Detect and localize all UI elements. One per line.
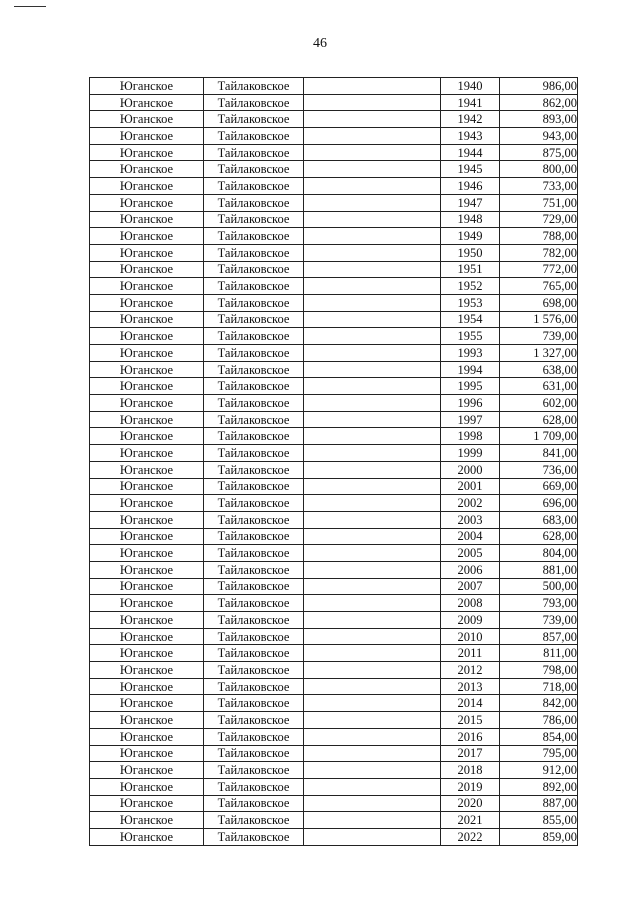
year-cell: 1955 <box>441 328 500 345</box>
deposit-cell: Юганское <box>90 411 204 428</box>
area-cell: Тайлаковское <box>204 561 304 578</box>
blank-cell <box>304 561 441 578</box>
deposit-cell: Юганское <box>90 128 204 145</box>
value-cell: 683,00 <box>500 511 578 528</box>
year-cell: 1997 <box>441 411 500 428</box>
table-row <box>90 528 578 545</box>
blank-cell <box>304 178 441 195</box>
year-cell: 2009 <box>441 612 500 629</box>
year-cell: 1944 <box>441 144 500 161</box>
deposit-cell: Юганское <box>90 778 204 795</box>
deposit-cell: Юганское <box>90 278 204 295</box>
area-cell: Тайлаковское <box>204 111 304 128</box>
value-cell: 696,00 <box>500 495 578 512</box>
blank-cell <box>304 578 441 595</box>
value-cell: 628,00 <box>500 411 578 428</box>
deposit-cell: Юганское <box>90 578 204 595</box>
year-cell: 2021 <box>441 812 500 829</box>
table-row <box>90 495 578 512</box>
year-cell: 1999 <box>441 445 500 462</box>
blank-cell <box>304 745 441 762</box>
deposit-cell: Юганское <box>90 745 204 762</box>
deposit-cell: Юганское <box>90 328 204 345</box>
deposit-cell: Юганское <box>90 395 204 412</box>
area-cell: Тайлаковское <box>204 428 304 445</box>
year-cell: 1994 <box>441 361 500 378</box>
blank-cell <box>304 795 441 812</box>
year-cell: 1947 <box>441 194 500 211</box>
blank-cell <box>304 144 441 161</box>
deposit-cell: Юганское <box>90 478 204 495</box>
blank-cell <box>304 778 441 795</box>
year-cell: 2014 <box>441 695 500 712</box>
year-cell: 2017 <box>441 745 500 762</box>
blank-cell <box>304 78 441 95</box>
value-cell: 855,00 <box>500 812 578 829</box>
table-row <box>90 428 578 445</box>
table-row <box>90 828 578 845</box>
deposit-cell: Юганское <box>90 161 204 178</box>
year-cell: 1948 <box>441 211 500 228</box>
value-cell: 986,00 <box>500 78 578 95</box>
deposit-cell: Юганское <box>90 111 204 128</box>
value-cell: 795,00 <box>500 745 578 762</box>
area-cell: Тайлаковское <box>204 578 304 595</box>
area-cell: Тайлаковское <box>204 495 304 512</box>
year-cell: 1941 <box>441 94 500 111</box>
table-row <box>90 762 578 779</box>
blank-cell <box>304 612 441 629</box>
area-cell: Тайлаковское <box>204 795 304 812</box>
year-cell: 2001 <box>441 478 500 495</box>
year-cell: 1945 <box>441 161 500 178</box>
year-cell: 2006 <box>441 561 500 578</box>
value-cell: 628,00 <box>500 528 578 545</box>
table-row <box>90 128 578 145</box>
deposit-cell: Юганское <box>90 545 204 562</box>
year-cell: 2008 <box>441 595 500 612</box>
deposit-cell: Юганское <box>90 178 204 195</box>
value-cell: 893,00 <box>500 111 578 128</box>
deposit-cell: Юганское <box>90 261 204 278</box>
area-cell: Тайлаковское <box>204 478 304 495</box>
table-row <box>90 628 578 645</box>
value-cell: 739,00 <box>500 328 578 345</box>
value-cell: 912,00 <box>500 762 578 779</box>
year-cell: 1995 <box>441 378 500 395</box>
year-cell: 1949 <box>441 228 500 245</box>
year-cell: 2013 <box>441 678 500 695</box>
value-cell: 798,00 <box>500 662 578 679</box>
area-cell: Тайлаковское <box>204 645 304 662</box>
value-cell: 793,00 <box>500 595 578 612</box>
value-cell: 859,00 <box>500 828 578 845</box>
table-body <box>90 78 578 846</box>
area-cell: Тайлаковское <box>204 812 304 829</box>
area-cell: Тайлаковское <box>204 595 304 612</box>
year-cell: 1952 <box>441 278 500 295</box>
year-cell: 1942 <box>441 111 500 128</box>
area-cell: Тайлаковское <box>204 828 304 845</box>
year-cell: 2000 <box>441 461 500 478</box>
deposit-cell: Юганское <box>90 361 204 378</box>
value-cell: 842,00 <box>500 695 578 712</box>
year-cell: 1943 <box>441 128 500 145</box>
year-cell: 2022 <box>441 828 500 845</box>
value-cell: 892,00 <box>500 778 578 795</box>
table-row <box>90 244 578 261</box>
value-cell: 788,00 <box>500 228 578 245</box>
value-cell: 782,00 <box>500 244 578 261</box>
value-cell: 862,00 <box>500 94 578 111</box>
year-cell: 1998 <box>441 428 500 445</box>
area-cell: Тайлаковское <box>204 211 304 228</box>
deposit-cell: Юганское <box>90 211 204 228</box>
table-row <box>90 712 578 729</box>
table-row <box>90 645 578 662</box>
deposit-cell: Юганское <box>90 712 204 729</box>
blank-cell <box>304 395 441 412</box>
blank-cell <box>304 161 441 178</box>
blank-cell <box>304 712 441 729</box>
table-row <box>90 728 578 745</box>
area-cell: Тайлаковское <box>204 612 304 629</box>
area-cell: Тайлаковское <box>204 712 304 729</box>
table-row <box>90 445 578 462</box>
table-row <box>90 561 578 578</box>
blank-cell <box>304 428 441 445</box>
deposit-cell: Юганское <box>90 194 204 211</box>
deposit-cell: Юганское <box>90 461 204 478</box>
value-cell: 736,00 <box>500 461 578 478</box>
area-cell: Тайлаковское <box>204 545 304 562</box>
area-cell: Тайлаковское <box>204 662 304 679</box>
deposit-cell: Юганское <box>90 495 204 512</box>
blank-cell <box>304 812 441 829</box>
value-cell: 1 327,00 <box>500 345 578 362</box>
year-cell: 2007 <box>441 578 500 595</box>
table-row <box>90 111 578 128</box>
area-cell: Тайлаковское <box>204 194 304 211</box>
table-row <box>90 695 578 712</box>
area-cell: Тайлаковское <box>204 445 304 462</box>
deposit-cell: Юганское <box>90 728 204 745</box>
year-cell: 1950 <box>441 244 500 261</box>
area-cell: Тайлаковское <box>204 178 304 195</box>
value-cell: 1 576,00 <box>500 311 578 328</box>
deposit-cell: Юганское <box>90 528 204 545</box>
value-cell: 669,00 <box>500 478 578 495</box>
deposit-cell: Юганское <box>90 678 204 695</box>
blank-cell <box>304 411 441 428</box>
area-cell: Тайлаковское <box>204 78 304 95</box>
table-row <box>90 144 578 161</box>
deposit-cell: Юганское <box>90 244 204 261</box>
table-row <box>90 595 578 612</box>
area-cell: Тайлаковское <box>204 762 304 779</box>
table-row <box>90 278 578 295</box>
value-cell: 841,00 <box>500 445 578 462</box>
corner-rule <box>14 6 46 7</box>
value-cell: 875,00 <box>500 144 578 161</box>
deposit-cell: Юганское <box>90 144 204 161</box>
area-cell: Тайлаковское <box>204 244 304 261</box>
deposit-cell: Юганское <box>90 228 204 245</box>
value-cell: 857,00 <box>500 628 578 645</box>
area-cell: Тайлаковское <box>204 144 304 161</box>
blank-cell <box>304 511 441 528</box>
blank-cell <box>304 94 441 111</box>
blank-cell <box>304 728 441 745</box>
blank-cell <box>304 528 441 545</box>
deposit-cell: Юганское <box>90 628 204 645</box>
year-cell: 1993 <box>441 345 500 362</box>
table-row <box>90 612 578 629</box>
area-cell: Тайлаковское <box>204 378 304 395</box>
year-cell: 2002 <box>441 495 500 512</box>
table-row <box>90 411 578 428</box>
deposit-cell: Юганское <box>90 695 204 712</box>
blank-cell <box>304 645 441 662</box>
year-cell: 1954 <box>441 311 500 328</box>
area-cell: Тайлаковское <box>204 511 304 528</box>
table-row <box>90 211 578 228</box>
table-row <box>90 361 578 378</box>
year-cell: 2012 <box>441 662 500 679</box>
area-cell: Тайлаковское <box>204 528 304 545</box>
table-row <box>90 228 578 245</box>
value-cell: 638,00 <box>500 361 578 378</box>
value-cell: 631,00 <box>500 378 578 395</box>
deposit-cell: Юганское <box>90 378 204 395</box>
blank-cell <box>304 678 441 695</box>
value-cell: 800,00 <box>500 161 578 178</box>
area-cell: Тайлаковское <box>204 395 304 412</box>
area-cell: Тайлаковское <box>204 461 304 478</box>
area-cell: Тайлаковское <box>204 128 304 145</box>
deposit-cell: Юганское <box>90 612 204 629</box>
area-cell: Тайлаковское <box>204 361 304 378</box>
table-row <box>90 812 578 829</box>
blank-cell <box>304 345 441 362</box>
blank-cell <box>304 294 441 311</box>
deposit-cell: Юганское <box>90 812 204 829</box>
blank-cell <box>304 378 441 395</box>
value-cell: 887,00 <box>500 795 578 812</box>
blank-cell <box>304 662 441 679</box>
blank-cell <box>304 628 441 645</box>
table-row <box>90 328 578 345</box>
year-cell: 2019 <box>441 778 500 795</box>
blank-cell <box>304 228 441 245</box>
table-row <box>90 545 578 562</box>
value-cell: 765,00 <box>500 278 578 295</box>
deposit-cell: Юганское <box>90 595 204 612</box>
table-row <box>90 745 578 762</box>
year-cell: 1996 <box>441 395 500 412</box>
data-table <box>89 77 578 846</box>
value-cell: 751,00 <box>500 194 578 211</box>
blank-cell <box>304 495 441 512</box>
area-cell: Тайлаковское <box>204 695 304 712</box>
year-cell: 2020 <box>441 795 500 812</box>
blank-cell <box>304 361 441 378</box>
area-cell: Тайлаковское <box>204 411 304 428</box>
table-row <box>90 511 578 528</box>
table-row <box>90 294 578 311</box>
deposit-cell: Юганское <box>90 795 204 812</box>
area-cell: Тайлаковское <box>204 345 304 362</box>
blank-cell <box>304 461 441 478</box>
value-cell: 698,00 <box>500 294 578 311</box>
blank-cell <box>304 128 441 145</box>
year-cell: 2018 <box>441 762 500 779</box>
table-row <box>90 194 578 211</box>
deposit-cell: Юганское <box>90 345 204 362</box>
year-cell: 1940 <box>441 78 500 95</box>
value-cell: 943,00 <box>500 128 578 145</box>
deposit-cell: Юганское <box>90 294 204 311</box>
deposit-cell: Юганское <box>90 511 204 528</box>
deposit-cell: Юганское <box>90 445 204 462</box>
year-cell: 2003 <box>441 511 500 528</box>
blank-cell <box>304 311 441 328</box>
blank-cell <box>304 244 441 261</box>
year-cell: 1953 <box>441 294 500 311</box>
table-row <box>90 795 578 812</box>
table-row <box>90 478 578 495</box>
table-row <box>90 345 578 362</box>
deposit-cell: Юганское <box>90 828 204 845</box>
value-cell: 718,00 <box>500 678 578 695</box>
value-cell: 786,00 <box>500 712 578 729</box>
table-row <box>90 94 578 111</box>
deposit-cell: Юганское <box>90 428 204 445</box>
area-cell: Тайлаковское <box>204 161 304 178</box>
blank-cell <box>304 762 441 779</box>
area-cell: Тайлаковское <box>204 328 304 345</box>
value-cell: 804,00 <box>500 545 578 562</box>
deposit-cell: Юганское <box>90 662 204 679</box>
page-number: 46 <box>313 36 327 51</box>
table-row <box>90 678 578 695</box>
deposit-cell: Юганское <box>90 762 204 779</box>
table-row <box>90 461 578 478</box>
deposit-cell: Юганское <box>90 645 204 662</box>
area-cell: Тайлаковское <box>204 628 304 645</box>
blank-cell <box>304 328 441 345</box>
year-cell: 2015 <box>441 712 500 729</box>
year-cell: 1951 <box>441 261 500 278</box>
value-cell: 772,00 <box>500 261 578 278</box>
blank-cell <box>304 278 441 295</box>
blank-cell <box>304 194 441 211</box>
table-row <box>90 311 578 328</box>
year-cell: 2005 <box>441 545 500 562</box>
year-cell: 2011 <box>441 645 500 662</box>
area-cell: Тайлаковское <box>204 778 304 795</box>
blank-cell <box>304 111 441 128</box>
blank-cell <box>304 828 441 845</box>
value-cell: 739,00 <box>500 612 578 629</box>
table-row <box>90 378 578 395</box>
value-cell: 500,00 <box>500 578 578 595</box>
area-cell: Тайлаковское <box>204 261 304 278</box>
blank-cell <box>304 445 441 462</box>
blank-cell <box>304 595 441 612</box>
deposit-cell: Юганское <box>90 561 204 578</box>
table-row <box>90 78 578 95</box>
value-cell: 733,00 <box>500 178 578 195</box>
area-cell: Тайлаковское <box>204 278 304 295</box>
blank-cell <box>304 261 441 278</box>
deposit-cell: Юганское <box>90 311 204 328</box>
area-cell: Тайлаковское <box>204 228 304 245</box>
blank-cell <box>304 545 441 562</box>
area-cell: Тайлаковское <box>204 294 304 311</box>
value-cell: 729,00 <box>500 211 578 228</box>
year-cell: 2004 <box>441 528 500 545</box>
table-row <box>90 178 578 195</box>
area-cell: Тайлаковское <box>204 728 304 745</box>
blank-cell <box>304 211 441 228</box>
area-cell: Тайлаковское <box>204 311 304 328</box>
area-cell: Тайлаковское <box>204 678 304 695</box>
area-cell: Тайлаковское <box>204 745 304 762</box>
table-row <box>90 578 578 595</box>
deposit-cell: Юганское <box>90 94 204 111</box>
value-cell: 1 709,00 <box>500 428 578 445</box>
value-cell: 811,00 <box>500 645 578 662</box>
table-row <box>90 778 578 795</box>
table-row <box>90 261 578 278</box>
blank-cell <box>304 478 441 495</box>
year-cell: 1946 <box>441 178 500 195</box>
value-cell: 881,00 <box>500 561 578 578</box>
table-row <box>90 395 578 412</box>
table-row <box>90 662 578 679</box>
value-cell: 602,00 <box>500 395 578 412</box>
year-cell: 2016 <box>441 728 500 745</box>
deposit-cell: Юганское <box>90 78 204 95</box>
blank-cell <box>304 695 441 712</box>
value-cell: 854,00 <box>500 728 578 745</box>
table-row <box>90 161 578 178</box>
area-cell: Тайлаковское <box>204 94 304 111</box>
year-cell: 2010 <box>441 628 500 645</box>
